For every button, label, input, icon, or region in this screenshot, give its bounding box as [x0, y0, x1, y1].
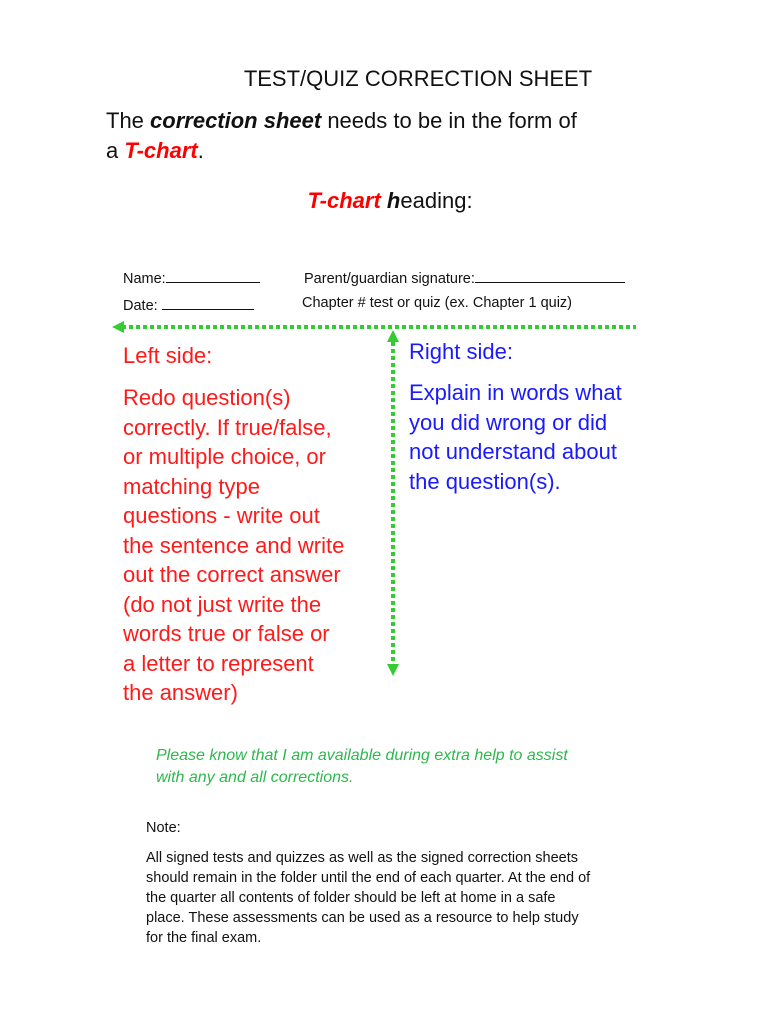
name-label: Name:: [123, 271, 166, 287]
note-line: for the final exam.: [146, 930, 262, 946]
left-line: questions - write out: [123, 503, 320, 528]
intro-emphasis: correction sheet: [150, 108, 322, 133]
intro-text: The: [106, 108, 151, 133]
left-line: correctly. If true/false,: [123, 414, 332, 440]
note-label: Note:: [146, 820, 181, 836]
right-side-body: [409, 378, 622, 496]
left-line: Redo question(s): [123, 385, 291, 410]
intro-text-2: needs to be in the form of: [321, 108, 577, 133]
note-line: place. These assessments can be used as a resource to help study: [146, 910, 579, 926]
heading-bold: h: [386, 188, 401, 213]
right-line: Explain in words what: [409, 380, 622, 405]
parent-signature-label: Parent/guardian signature:: [304, 271, 475, 287]
chapter-field: Chapter # test or quiz (ex. Chapter 1 quiz): [302, 295, 572, 311]
left-line: a letter to represent: [123, 650, 314, 676]
left-line: matching type: [123, 473, 260, 499]
help-line: with any and all corrections.: [156, 769, 354, 786]
left-line: or multiple choice, or: [123, 444, 326, 469]
up-arrow-icon: [387, 330, 399, 342]
right-line: not understand about: [409, 439, 617, 464]
tchart-emphasis: T-chart: [124, 138, 198, 163]
intro-text-3: a: [106, 138, 125, 163]
left-arrow-icon: [112, 321, 124, 333]
page-title: TEST/QUIZ CORRECTION SHEET: [243, 66, 593, 91]
heading-rest: eading:: [400, 188, 473, 213]
left-side-body: [123, 383, 344, 708]
heading-red: T-chart: [307, 188, 381, 213]
extra-help-note: [156, 745, 568, 789]
right-line: the question(s).: [409, 468, 561, 494]
note-line: All signed tests and quizzes as well as the signed correction sheets: [146, 850, 579, 866]
note-line: should remain in the folder until the end of each quarter. At the end of: [146, 870, 591, 886]
left-side-title: Left side:: [123, 343, 213, 368]
right-side-title: Right side:: [409, 339, 513, 364]
left-line: the answer): [123, 680, 238, 705]
note-line: the quarter all contents of folder should be left at home in a safe: [146, 890, 556, 906]
left-line: (do not just write the: [123, 591, 322, 617]
down-arrow-icon: [387, 664, 399, 676]
note-paragraph: [146, 848, 666, 948]
help-line: Please know that I am available during extra help to assist: [156, 747, 568, 764]
right-line: you did wrong or did: [409, 409, 608, 435]
intro-period: .: [197, 138, 204, 163]
left-line: out the correct answer: [123, 562, 341, 587]
left-line: words true or false or: [123, 621, 330, 646]
date-label: Date:: [123, 298, 158, 314]
left-line: the sentence and write: [123, 532, 345, 558]
